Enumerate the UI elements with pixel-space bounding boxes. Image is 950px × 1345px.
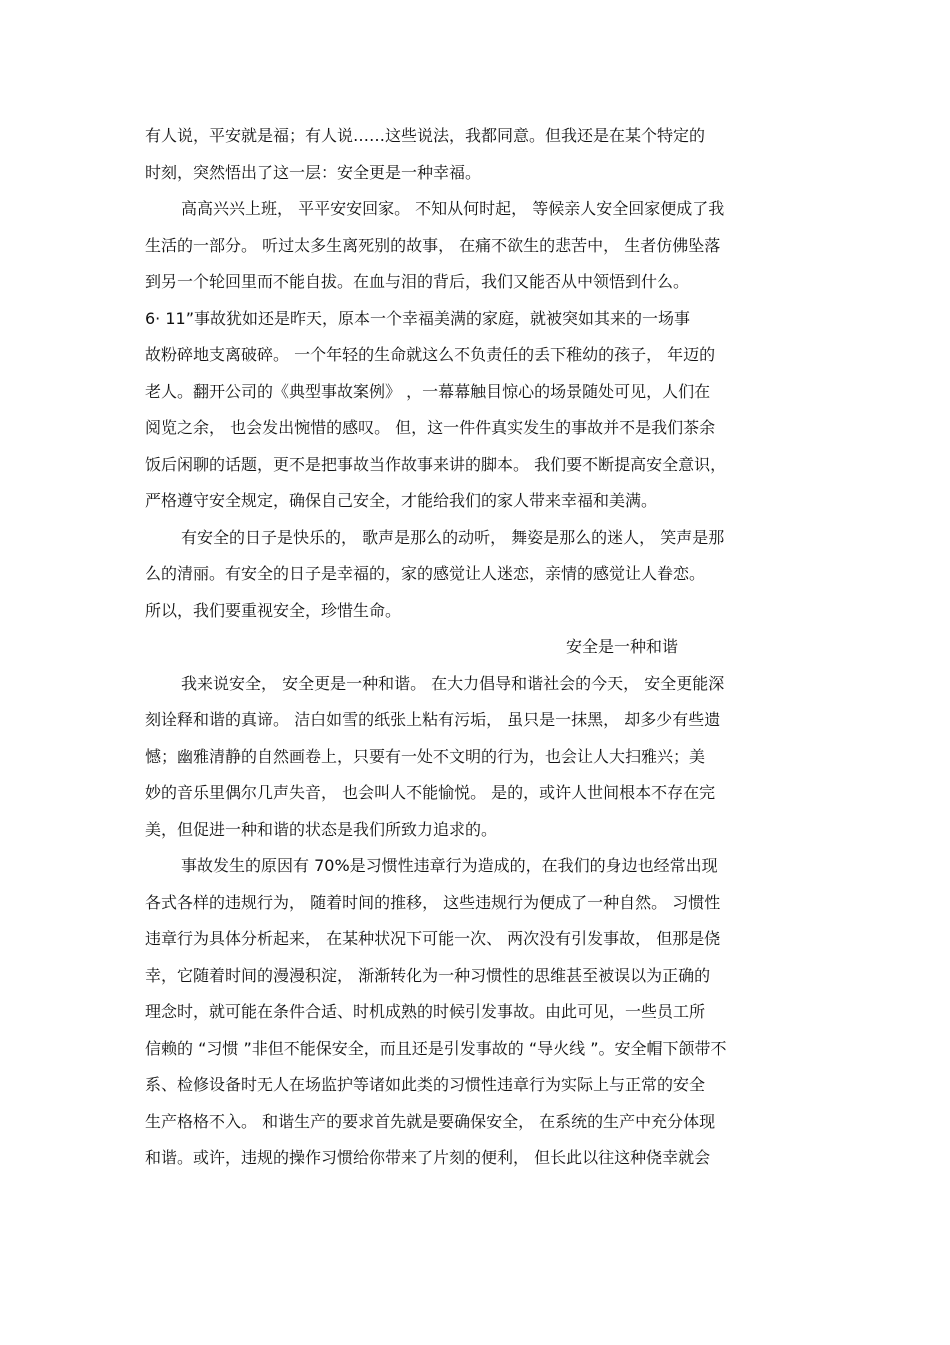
text-line: 生活的一部分。 听过太多生离死别的故事， 在痛不欲生的悲苦中， 生者仿佛坠落 [145,235,721,255]
text-line: 违章行为具体分析起来， 在某种状况下可能一次、 两次没有引发事故， 但那是侥 [145,929,721,948]
text-line: 和谐。或许，违规的操作习惯给你带来了片刻的便利， 但长此以往这种侥幸就会 [145,1148,711,1167]
text-line: 理念时，就可能在条件合适、时机成熟的时候引发事故。由此可见，一些员工所 [145,1002,706,1021]
text-line: 我来说安全， 安全更是一种和谐。 在大力倡导和谐社会的今天， 安全更能深 [181,673,725,693]
text-line: 阅览之余， 也会发出惋惜的感叹。 但，这一件件真实发生的事故并不是我们茶余 [145,418,716,437]
document-body [145,118,815,1177]
text-line: 幸，它随着时间的漫漫积淀， 渐渐转化为一种习惯性的思维甚至被误以为正确的 [145,965,711,985]
text-line: 时刻，突然悟出了这一层：安全更是一种幸福。 [145,162,482,182]
text-line: 6· 11”事故犹如还是昨天，原本一个幸福美满的家庭，就被突如其来的一场事 [145,308,691,328]
text-line: 到另一个轮回里而不能自拔。在血与泪的背后，我们又能否从中领悟到什么。 [145,272,690,291]
text-line: 各式各样的违规行为， 随着时间的推移， 这些违规行为便成了一种自然。 习惯性 [145,892,721,912]
text-line: 有安全的日子是快乐的， 歌声是那么的动听， 舞姿是那么的迷人， 笑声是那 [181,527,725,547]
text-line: 有人说，平安就是福；有人说……这些说法，我都同意。但我还是在某个特定的 [145,126,706,145]
text-line: 刻诠释和谐的真谛。 洁白如雪的纸张上粘有污垢， 虽只是一抹黑， 却多少有些遗 [145,710,721,729]
text-line: 美，但促进一种和谐的状态是我们所致力追求的。 [145,819,498,839]
text-line: 么的清丽。有安全的日子是幸福的，家的感觉让人迷恋，亲情的感觉让人眷恋。 [145,564,706,583]
text-line: 生产格格不入。 和谐生产的要求首先就是要确保安全， 在系统的生产中充分体现 [145,1111,716,1131]
text-line: 信赖的 “习惯 ”非但不能保安全，而且还是引发事故的 “导火线 ”。安全帽下颌带不 [145,1038,727,1058]
text-line: 系、检修设备时无人在场监护等诸如此类的习惯性违章行为实际上与正常的安全 [145,1075,706,1094]
text-line: 憾；幽雅清静的自然画卷上，只要有一处不文明的行为，也会让人大扫雅兴；美 [145,746,706,766]
text-line: 老人。翻开公司的《典型事故案例》 ，一幕幕触目惊心的场景随处可见，人们在 [145,381,711,401]
text-line: 事故发生的原因有 70%是习惯性违章行为造成的，在我们的身边也经常出现 [181,856,718,875]
text-line: 所以，我们要重视安全，珍惜生命。 [145,600,402,620]
text-line: 故粉碎地支离破碎。 一个年轻的生命就这么不负责任的丢下稚幼的孩子， 年迈的 [145,345,716,364]
section-heading: 安全是一种和谐 [566,637,679,656]
text-line: 妙的音乐里偶尔几声失音， 也会叫人不能愉悦。 是的，或许人世间根本不存在完 [145,783,716,802]
text-line: 高高兴兴上班， 平平安安回家。 不知从何时起， 等候亲人安全回家便成了我 [181,199,725,218]
text-line: 饭后闲聊的话题，更不是把事故当作故事来讲的脚本。 我们要不断提高安全意识， [145,454,727,474]
text-line: 严格遵守安全规定，确保自己安全，才能给我们的家人带来幸福和美满。 [145,491,658,510]
